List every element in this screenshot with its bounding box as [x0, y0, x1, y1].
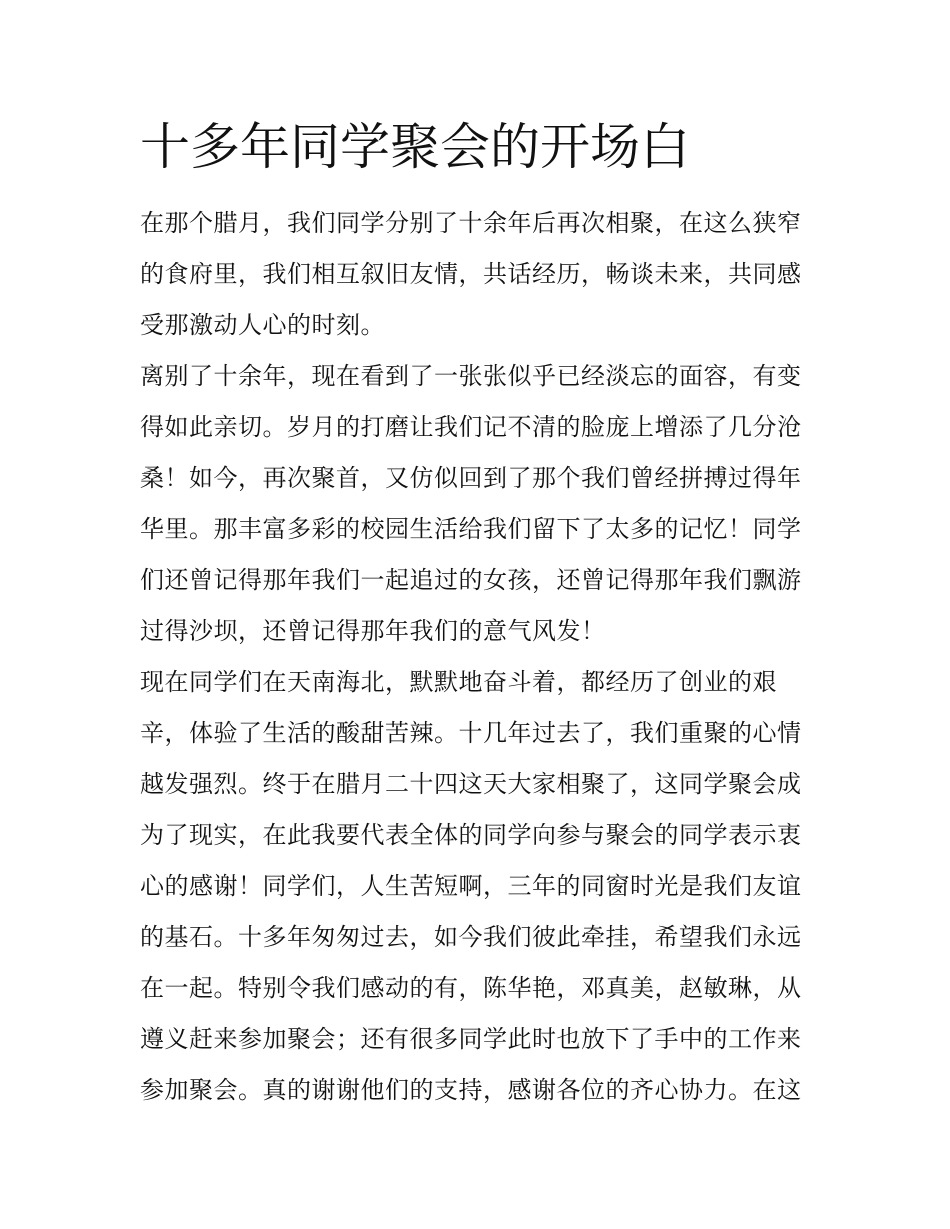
text-line: 在一起。特别令我们感动的有，陈华艳，邓真美，赵敏琳，从: [140, 974, 802, 1002]
body-text: [140, 198, 820, 1116]
text-line: 过得沙坝，还曾记得那年我们的意气风发！: [140, 617, 606, 645]
text-line: 参加聚会。真的谢谢他们的支持，感谢各位的齐心协力。在这: [140, 1076, 802, 1104]
text-line: 为了现实，在此我要代表全体的同学向参与聚会的同学表示衷: [140, 821, 802, 849]
page-title: 十多年同学聚会的开场白: [140, 118, 690, 176]
text-line: 桑！如今，再次聚首，又仿似回到了那个我们曾经拼搏过得年: [140, 464, 802, 492]
text-line: 现在同学们在天南海北，默默地奋斗着，都经历了创业的艰: [140, 668, 777, 696]
text-line: 得如此亲切。岁月的打磨让我们记不清的脸庞上增添了几分沧: [140, 413, 802, 441]
text-line: 受那激动人心的时刻。: [140, 311, 385, 339]
text-line: 的食府里，我们相互叙旧友情，共话经历，畅谈未来，共同感: [140, 260, 802, 288]
text-line: 遵义赶来参加聚会；还有很多同学此时也放下了手中的工作来: [140, 1025, 802, 1053]
text-line: 离别了十余年，现在看到了一张张似乎已经淡忘的面容，有变: [140, 362, 802, 390]
text-line: 华里。那丰富多彩的校园生活给我们留下了太多的记忆！同学: [140, 515, 802, 543]
text-line: 的基石。十多年匆匆过去，如今我们彼此牵挂，希望我们永远: [140, 923, 802, 951]
text-line: 心的感谢！同学们，人生苦短啊，三年的同窗时光是我们友谊: [140, 872, 802, 900]
text-line: 在那个腊月，我们同学分别了十余年后再次相聚，在这么狭窄: [140, 209, 802, 237]
text-line: 越发强烈。终于在腊月二十四这天大家相聚了，这同学聚会成: [140, 770, 802, 798]
text-line: 辛，体验了生活的酸甜苦辣。十几年过去了，我们重聚的心情: [140, 719, 802, 747]
text-line: 们还曾记得那年我们一起追过的女孩，还曾记得那年我们飘游: [140, 566, 802, 594]
